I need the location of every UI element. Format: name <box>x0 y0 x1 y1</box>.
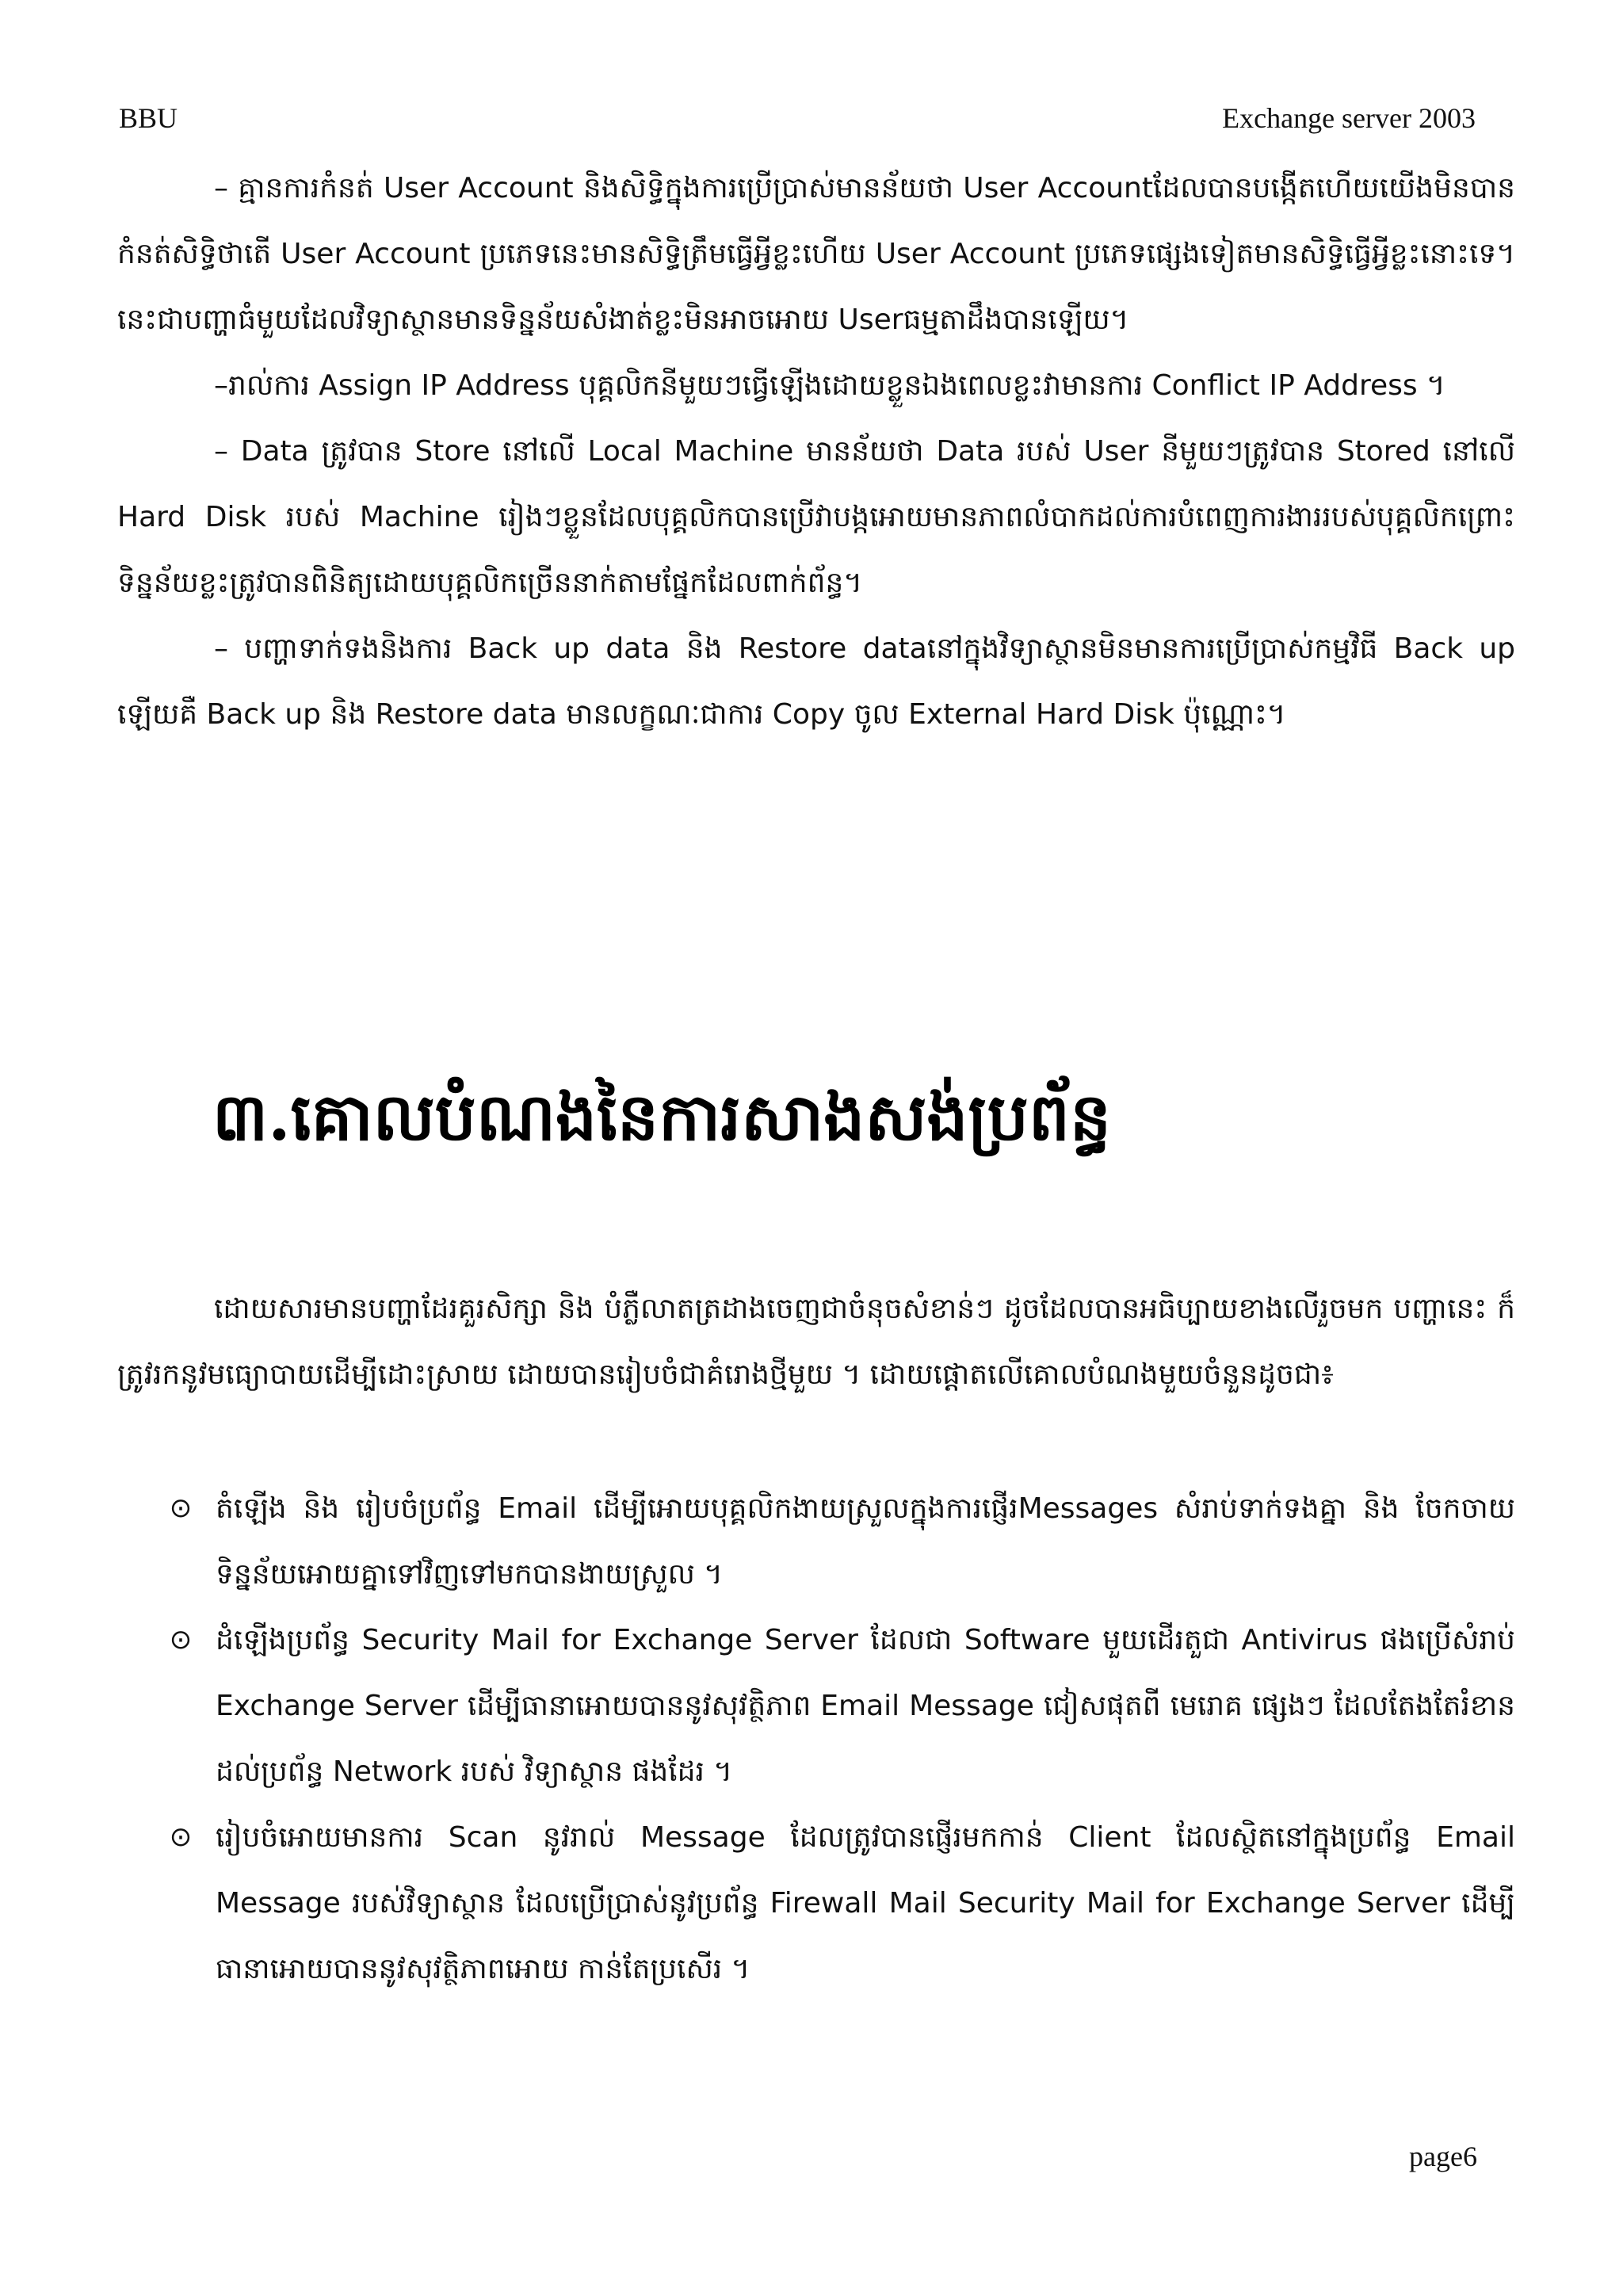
circle-dot-bullet-icon: ⊙ <box>169 1624 193 1656</box>
problem-paragraph-local-storage: – Data ត្រូវបាន Store នៅលើ Local Machine មានន័យថា Data របស់ User នីមួយៗត្រូវបាន Stored នៅលើ Hard Disk របស់ Machine រៀងៗខ្លួនដែលបុគ្គលិកបានប្រើវាបង្កអោយមានភាពលំបាកដល់ការបំពេញការងាររបស់បុគ្គលិកព្រោះទិន្នន័យខ្លះត្រូវបានពិនិត្យដោយបុគ្គលិកច្រើននាក់តាមផ្នែកដែលពាក់ព័ន្ធ។ <box>117 435 1515 599</box>
problem-paragraph-backup: – បញ្ហាទាក់ទងនិងការ Back up data និង Restore dataនៅក្នុងវិទ្យាស្ថានមិនមានការប្រើប្រាស់កម្មវិធី Back up ឡើយគឺ Back up និង Restore data មានលក្ខណៈជាការ Copy ចូល External Hard Disk ប៉ុណ្ណោះ។ <box>117 632 1515 731</box>
page-number: page6 <box>1409 2141 1477 2172</box>
list-item <box>165 1476 1515 1607</box>
objectives-list <box>165 1476 1515 2002</box>
circle-dot-bullet-icon: ⊙ <box>169 1492 193 1524</box>
header-left-text: BBU <box>119 102 178 134</box>
list-item <box>165 1607 1515 1805</box>
problem-paragraph-ip-address: –រាល់ការ Assign IP Address បុគ្គលិកនីមួយៗធ្វើឡើងដោយខ្លួនឯងពេលខ្លះវាមានការ Conflict IP Address ។ <box>214 369 1445 402</box>
objectives-intro-paragraph: ដោយសារមានបញ្ហាដែរគួរសិក្សា និង បំភ្លឺលាតត្រដាងចេញជាចំនុចសំខាន់ៗ ដូចដែលបានអធិប្បាយខាងលើរួចមក បញ្ហានេះ ក៏ ត្រូវរកនូវមធ្យោបាយដើម្បីដោះស្រាយ ដោយបានរៀបចំជាគំរោងថ្មីមួយ ។ ដោយផ្តោតលើគោលបំណងមួយចំនួនដូចជា៖ <box>117 1293 1515 1391</box>
list-item <box>165 1805 1515 2002</box>
problems-section <box>117 155 1515 747</box>
section-heading: ៣.គោលបំណងនៃការសាងសង់ប្រព័ន្ធ <box>212 1079 1112 1156</box>
objectives-intro-block <box>117 1276 1515 1408</box>
objective-message-scan: រៀបចំអោយមានការ Scan នូវរាល់ Message ដែលត្រូវបានផ្ញើរមកកាន់ Client ដែលស្ថិតនៅក្នុងប្រព័ន្ធ Email Message របស់វិទ្យាស្ថាន ដែលប្រើប្រាស់នូវប្រព័ន្ធ Firewall Mail Security Mail for Exchange Server ដើម្បីធានាអោយបាននូវសុវត្ថិភាពអោយ កាន់តែប្រសើរ ។ <box>216 1821 1515 1985</box>
objective-email-setup: តំឡើង និង រៀបចំប្រព័ន្ធ Email ដើម្បីអោយបុគ្គលិកងាយស្រួលក្នុងការផ្ញើរMessages សំរាប់ទាក់ទងគ្នា និង ចែកចាយទិន្នន័យអោយគ្នាទៅវិញទៅមកបានងាយស្រួល ។ <box>216 1492 1515 1591</box>
header-right-text: Exchange server 2003 <box>1222 102 1476 134</box>
problem-paragraph-user-account: – គ្មានការកំនត់ User Account និងសិទ្ធិក្នុងការប្រើប្រាស់មានន័យថា User Accountដែលបានបង្កើតហើយយើងមិនបានកំនត់សិទ្ធិថាតើ User Account ប្រភេទនេះមានសិទ្ធិត្រឹមធ្វើអ្វីខ្លះហើយ User Account ប្រភេទផ្សេងទៀតមានសិទ្ធិធ្វើអ្វីខ្លះនោះទេ។នេះជាបញ្ហាធំមួយដែលវិទ្យាស្ថានមានទិន្នន័យសំងាត់ខ្លះមិនអាចអោយ Userធម្មតាដឹងបានឡើយ។ <box>117 172 1515 336</box>
objective-security-mail: ដំឡើងប្រព័ន្ធ Security Mail for Exchange Server ដែលជា Software មួយដើរតួជា Antivirus ផងប្រើសំរាប់ Exchange Server ដើម្បីធានាអោយបាននូវសុវត្ថិភាព Email Message ជៀសផុតពី មេរោគ ផ្សេងៗ ដែលតែងតែរំខានដល់ប្រព័ន្ធ Network របស់ វិទ្យាស្ថាន ផងដែរ ។ <box>216 1624 1515 1788</box>
circle-dot-bullet-icon: ⊙ <box>169 1821 193 1853</box>
